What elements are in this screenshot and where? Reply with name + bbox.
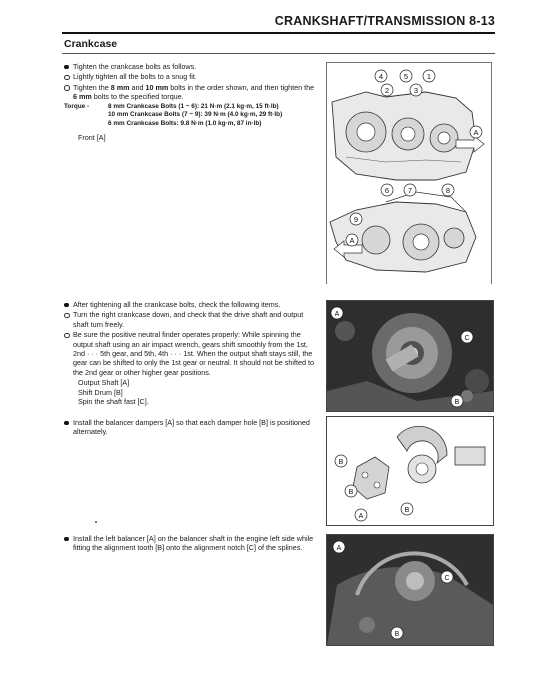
legend-item: Output Shaft [A] <box>78 378 130 388</box>
legend-item: Spin the shaft fast [C]. <box>78 397 149 407</box>
hollow-bullet-item: Lightly tighten all the bolts to a snug fit. <box>64 72 316 81</box>
callout-2: 2 <box>384 86 390 95</box>
section-rule <box>62 53 495 54</box>
damper-block <box>64 418 316 438</box>
crankcase-bolt-order-figure <box>326 62 492 284</box>
callout-8: 8 <box>445 186 451 195</box>
legend-list <box>64 378 316 406</box>
bullet-item: Tighten the crankcase bolts as follows. <box>64 62 316 71</box>
bullet-item: Install the balancer dampers [A] so that each damper hole [B] is positioned alternately. <box>64 418 316 437</box>
crankcase-drawing <box>326 62 492 284</box>
callout-b: B <box>404 507 410 514</box>
balancer-damper-drawing <box>327 417 493 525</box>
hollow-bullet-item: Be sure the positive neutral finder operates properly: While spinning the output shaft using an air impact wrench, gears shift smoothly from the 1st, 2nd · · · 5th gear, and 5th, 4th · · · 1st. When the output shaft stays still, the gear can be shifted to only the 1st gear or neutral. It should not be shifted to the 2nd gear or other higher gear positions. <box>64 330 316 377</box>
hollow-bullet-item: Turn the right crankcase down, and check that the drive shaft and output shaft turn freely. <box>64 310 316 329</box>
check-items-block <box>64 300 316 406</box>
section-title: Crankcase <box>64 38 118 50</box>
output-shaft-photo <box>326 300 494 412</box>
torque-label: Torque - <box>64 102 90 110</box>
page-header-title: CRANKSHAFT/TRANSMISSION 8-13 <box>274 14 495 28</box>
callout-a: A <box>334 311 340 318</box>
callout-4: 4 <box>378 72 384 81</box>
callout-a: A <box>336 545 342 552</box>
callout-1: 1 <box>426 72 432 81</box>
callout-3: 3 <box>413 86 419 95</box>
header-rule <box>62 32 495 34</box>
callout-b: B <box>338 459 344 466</box>
left-balancer-photo <box>326 534 494 646</box>
torque-spec <box>64 103 316 129</box>
torque-value: 10 mm Crankcase Bolts (7 ~ 9): 39 N·m (4.0 kg·m, 29 ft·lb) <box>108 111 283 119</box>
callout-9: 9 <box>353 215 359 224</box>
callout-6: 6 <box>384 186 390 195</box>
balancer-damper-figure <box>326 416 494 526</box>
left-balancer-drawing <box>327 535 493 645</box>
front-label: Front [A] <box>78 133 106 143</box>
legend-item: Shift Drum [B] <box>78 387 123 397</box>
torque-value: 6 mm Crankcase Bolts: 9.8 N·m (1.0 kg·m, 87 in·lb) <box>108 120 262 128</box>
hollow-bullet-item: Tighten the 8 mm and 10 mm bolts in the order shown, and then tighten the 6 mm bolts to the specified torque. <box>64 83 316 102</box>
balancer-block <box>64 534 316 554</box>
output-shaft-drawing <box>327 301 493 411</box>
callout-5: 5 <box>403 72 409 81</box>
callout-front-a: A <box>349 236 355 245</box>
callout-c: C <box>464 335 470 342</box>
bullet-item: After tightening all the crankcase bolts, check the following items. <box>64 300 316 309</box>
stray-dot <box>95 521 97 523</box>
bullet-item: Install the left balancer [A] on the balancer shaft in the engine left side while fitting the alignment tooth [B] onto the alignment notch [C] of the splines. <box>64 534 316 553</box>
callout-c: C <box>444 575 450 582</box>
callout-a: A <box>358 513 364 520</box>
callout-b: B <box>348 489 354 496</box>
callout-b: B <box>454 399 460 406</box>
callout-front-a: A <box>473 128 479 137</box>
callout-b: B <box>394 631 400 638</box>
torque-procedure-block <box>64 62 316 142</box>
callout-7: 7 <box>407 186 413 195</box>
torque-value: 8 mm Crankcase Bolts (1 ~ 6): 21 N·m (2.1 kg·m, 15 ft·lb) <box>108 102 279 110</box>
